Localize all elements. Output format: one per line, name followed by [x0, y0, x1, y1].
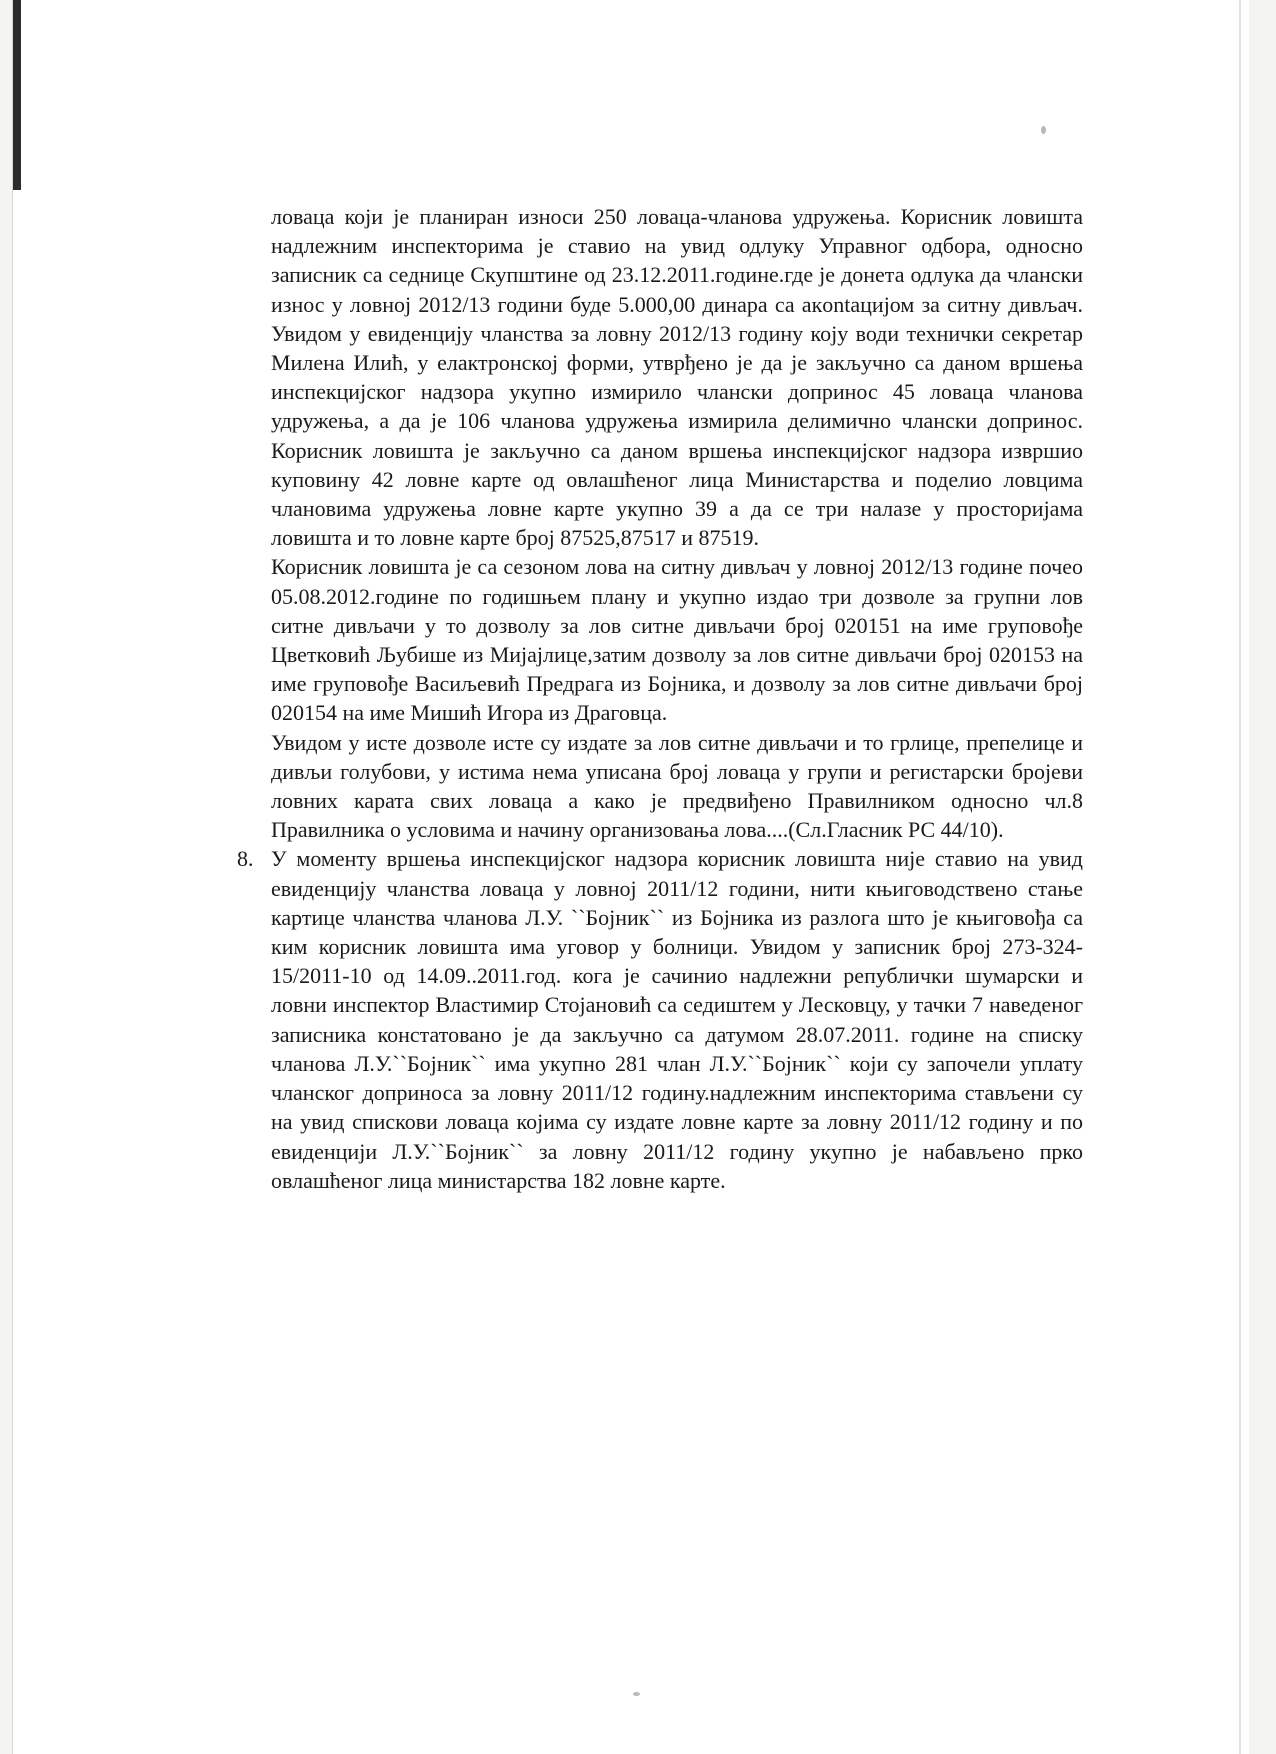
scan-right-edge	[1239, 0, 1241, 1754]
numbered-item-8	[237, 844, 1083, 1194]
paragraph-2: Корисник ловишта је са сезоном лова на ситну дивљач у ловној 2012/13 године почео 05.08.2012.године по годишњем плану и укупно издао три дозволе за групни лов ситне дивљачи у то дозволу за лов ситне дивљачи број 020151 на име груповође Цветковић Љубише из Мијајлице,затим дозволу за лов ситне дивљачи број 020153 на име груповође Васиљевић Предрага из Бојника, и дозволу за лов ситне дивљачи број 020154 на име Мишић Игора из Драговца.	[271, 554, 1083, 726]
paragraph-3: Увидом у исте дозволе исте су издате за лов ситне дивљачи и то грлице, препелице и дивљи голубови, у истима нема уписана број ловаца у групи и регистарски бројеви ловних карата свих ловаца а како је предвиђено Правилником односно чл.8 Правилника о условима и начину организовања лова....(Сл.Гласник РС 44/10).	[271, 729, 1083, 843]
item-number: 8.	[237, 846, 254, 872]
scan-edge-mark	[13, 0, 21, 190]
paragraph-1: ловаца који је планиран износи 250 ловаца-чланова удружења. Корисник ловишта надлежним инспекторима је ставио на увид одлуку Управног одбора, односно записник са седнице Скупштине од 23.12.2011.године.где је донета одлука да члански износ у ловној 2012/13 години буде 5.000,00 динара са акontацијом за ситну дивљач. Увидом у евиденцију чланства за ловну 2012/13 годину коју води технички секретар Милена Илић, у елактронској форми, утврђено је да је закључно са даном вршења инспекцијског надзора укупно измирило члански допринос 45 ловаца чланова удружења, а да је 106 чланова удружења измирила делимично члански допринос. Корисник ловишта је закључно са даном вршења инспекцијског надзора извршио куповину 42 ловне карте од овлашћеног лица Министарства и поделио ловцима члановима удружења ловне карте укупно 39 а да се три налазе у просторијама ловишта и то ловне карте број 87525,87517 и 87519.	[271, 204, 1083, 551]
item-text: У моменту вршења инспекцијског надзора корисник ловишта није ставио на увид евиденцију чланства ловаца у ловној 2011/12 години, нити књиговодствено стање картице чланства чланова Л.У. ``Бојник`` из Бојника из разлога што је књиговођа са ким корисник ловишта има уговор у болници. Увидом у записник број 273-324-15/2011-10 од 14.09..2011.год. кога је сачинио надлежни републички шумарски и ловни инспектор Властимир Стојановић са седиштем у Лесковцу, у тачки 7 наведеног записника констатовано је да закључно са датумом 28.07.2011. године на списку чланова Л.У.``Бојник`` има укупно 281 члан Л.У.``Бојник`` који су започели уплату чланског доприноса за ловну 2011/12 годину.надлежним инспекторима стављени су на увид спискови ловаца којима су издате ловне карте за ловну 2011/12 годину и по евиденцији Л.У.``Бојник`` за ловну 2011/12 годину укупно је набављено прко овлашћеног лица министарства 182 ловне карте.	[271, 846, 1083, 1193]
document-page	[12, 0, 1249, 1754]
document-body	[237, 202, 1083, 1195]
scan-speck	[633, 1692, 640, 1696]
scan-speck	[1041, 126, 1046, 134]
